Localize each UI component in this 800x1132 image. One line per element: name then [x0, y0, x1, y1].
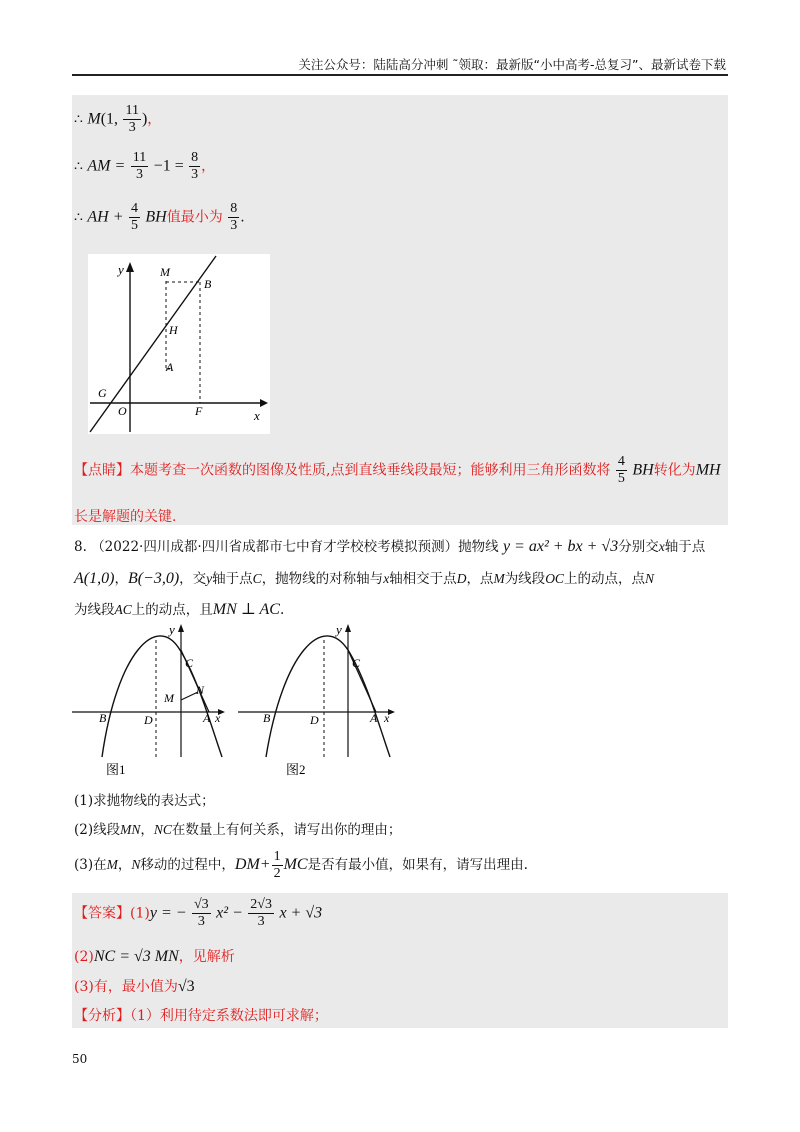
problem8-line-3: 为线段AC上的动点，且MN ⊥ AC. — [74, 601, 285, 618]
answer-line-2: (2)NC = √3 MN，见解析 — [74, 948, 235, 965]
fraction: $\frac{√3}{3}$ — [194, 897, 209, 929]
label-D: D — [310, 713, 319, 727]
solution-line-3: ∴ AH + $\frac{4}{5}$ BH值最小为 $\frac{8}{3}$ . — [74, 201, 245, 233]
solution-line-2: ∴ AM = $\frac{11}{3}$ −1 = $\frac{8}{3}$ ， — [74, 150, 216, 182]
dianjing-line-1: 【点睛】本题考查一次函数的图像及性质,点到直线垂线段最短；能够利用三角形函数将 $\frac{4}{5}$ BH转化为MH — [74, 454, 721, 486]
label-x: x — [384, 711, 390, 725]
fraction: $\frac{1}{2}$ — [273, 849, 281, 881]
label-C: C — [352, 656, 361, 670]
caption-fig1: 图1 — [106, 762, 126, 777]
label-A: A — [370, 711, 378, 725]
fraction: $\frac{4}{5}$ — [130, 201, 138, 233]
label-F: F — [195, 404, 203, 418]
fraction: $\frac{11}{3}$ — [132, 150, 147, 182]
analysis-line: 【分析】（1）利用待定系数法即可求解； — [74, 1008, 328, 1024]
figure-parabola-2 — [238, 622, 398, 780]
label-M: M — [164, 691, 174, 705]
label-O: O — [118, 404, 127, 418]
question-2: (2)线段MN，NC在数量上有何关系，请写出你的理由； — [74, 822, 402, 838]
question-1: (1)求抛物线的表达式； — [74, 793, 215, 809]
dianjing-line-2: 长是解题的关键. — [74, 509, 177, 525]
problem8-line-2: A(1,0)，B(−3,0)，交y轴于点C，抛物线的对称轴与x轴相交于点D，点M为线段OC上的动点，点N — [74, 570, 654, 587]
label-x: x — [215, 711, 221, 725]
label-y: y — [169, 622, 175, 637]
label-H: H — [169, 323, 178, 337]
label-B: B — [204, 277, 212, 291]
solution-line-1: ∴ M(1, $\frac{11}{3}$ )， — [74, 103, 162, 135]
label-G: G — [98, 386, 107, 400]
fraction: $\frac{4}{5}$ — [617, 454, 625, 486]
problem8-line-1: 8. （2022·四川成都·四川省成都市七中育才学校校考模拟预测）抛物线 y = ax² + bx + √3分别交x轴于点 — [74, 538, 706, 555]
fraction: $\frac{8}{3}$ — [230, 201, 238, 233]
answer-line-3: (3)有，最小值为√3 — [74, 978, 195, 995]
label-y: y — [336, 622, 342, 637]
label-N: N — [196, 683, 205, 697]
page-header: 关注公众号：陆陆高分冲刺 ˜领取：最新版“小中高考-总复习”、最新试卷下载 — [298, 57, 726, 72]
label-A: A — [203, 711, 211, 725]
figure-parabola-1 — [72, 622, 232, 780]
label-x: x — [254, 408, 260, 423]
figure-linear-graph — [88, 254, 270, 434]
label-D: D — [144, 713, 153, 727]
label-C: C — [185, 656, 194, 670]
page-number: 50 — [72, 1052, 88, 1066]
fraction: $\frac{8}{3}$ — [191, 150, 199, 182]
question-3: (3)在M，N移动的过程中，DM+ $\frac{1}{2}$ MC是否有最小值，如果有，请写出理由. — [74, 849, 528, 881]
fraction: $\frac{2√3}{3}$ — [250, 897, 272, 929]
header-rule — [72, 74, 728, 76]
label-B: B — [99, 711, 107, 725]
fraction: $\frac{11}{3}$ — [125, 103, 139, 135]
label-A: A — [166, 360, 174, 374]
label-B: B — [263, 711, 271, 725]
label-M: M — [160, 265, 170, 279]
caption-fig2: 图2 — [286, 762, 306, 777]
label-y: y — [118, 262, 124, 277]
answer-line-1: 【答案】(1)y = − $\frac{√3}{3}$ x² − $\frac{2√3}{3}$ x + √3 — [74, 897, 323, 929]
